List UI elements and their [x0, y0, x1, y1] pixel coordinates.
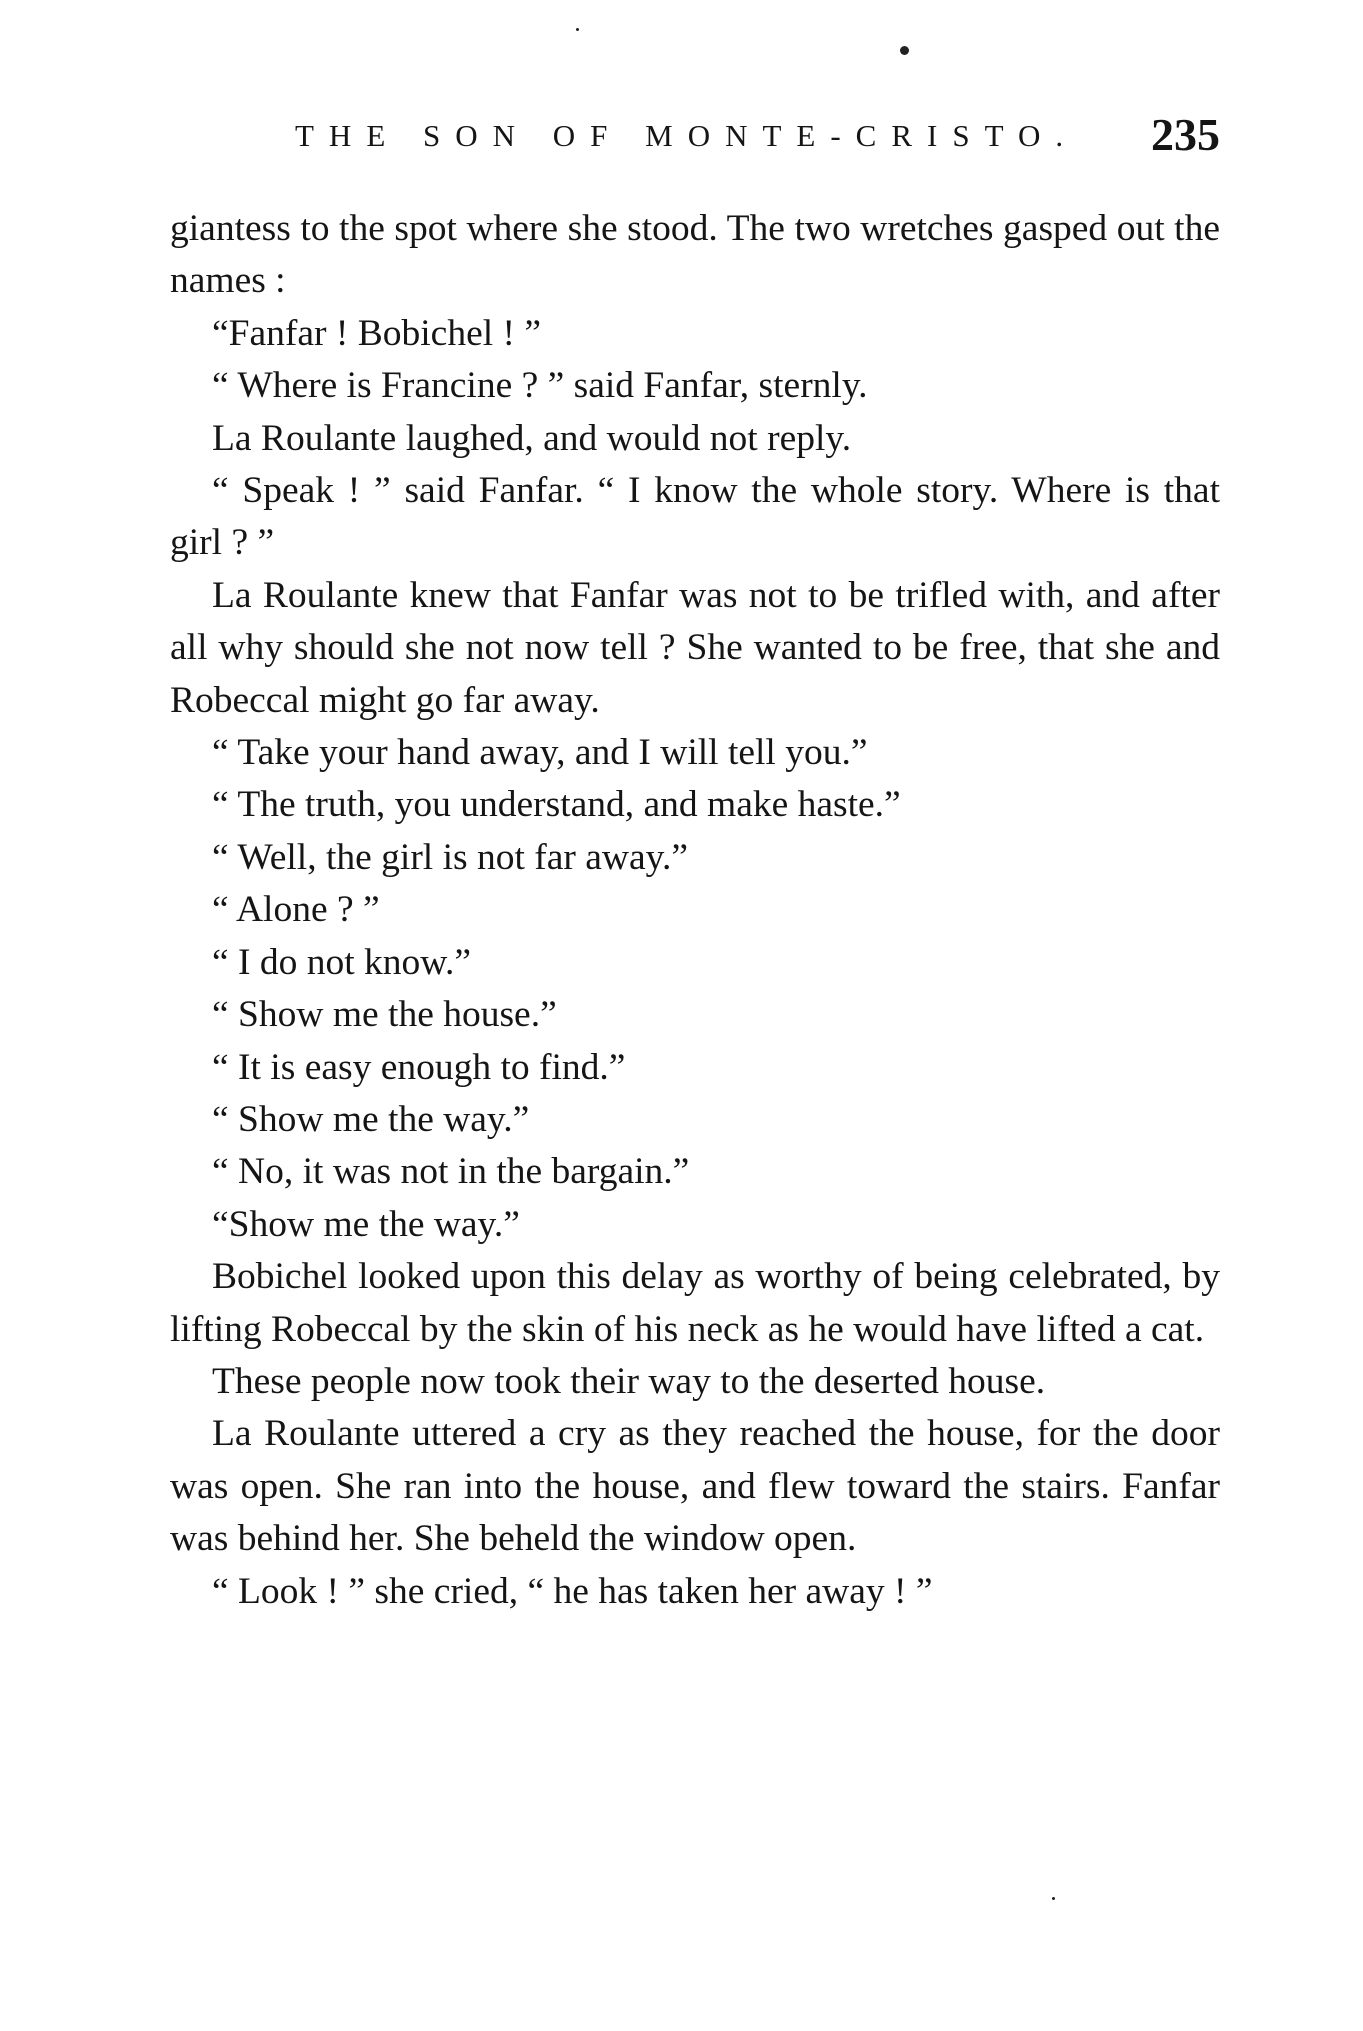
- paragraph: “Show me the way.”: [212, 1203, 520, 1245]
- paragraph: “ Well, the girl is not far away.”: [212, 836, 688, 878]
- paragraph: giantess to the spot where she stood. The two wretches gasped out the names :: [170, 208, 1220, 302]
- paragraph: La Roulante uttered a cry as they reached the house, for the door was open. She ran into the house, and flew toward the stairs. Fanfar was behind her. She beheld the window open.: [170, 1413, 1220, 1560]
- print-speck: [900, 46, 909, 55]
- paragraph: “ Speak ! ” said Fanfar. “ I know the whole story. Where is that girl ? ”: [170, 470, 1220, 564]
- paragraph: “Fanfar ! Bobichel ! ”: [212, 312, 542, 354]
- paragraph: “ It is easy enough to find.”: [212, 1046, 626, 1088]
- paragraph: “ Take your hand away, and I will tell you.”: [212, 732, 868, 774]
- paragraph: These people now took their way to the deserted house.: [212, 1360, 1046, 1402]
- print-speck: [1052, 1897, 1055, 1900]
- paragraph: “ I do not know.”: [212, 941, 471, 983]
- paragraph: La Roulante knew that Fanfar was not to be trifled with, and after all why should she not now tell ? She wanted to be free, that she and Robeccal might go far away.: [170, 574, 1220, 721]
- body-text: [170, 203, 1220, 1618]
- page-number: 235: [1151, 109, 1220, 160]
- paragraph: La Roulante laughed, and would not reply.: [212, 417, 852, 459]
- running-title: THE SON OF MONTE-CRISTO.: [295, 118, 1079, 153]
- paragraph: Bobichel looked upon this delay as worthy of being celebrated, by lifting Robeccal by the skin of his neck as he would have lifted a cat.: [170, 1256, 1220, 1350]
- paragraph: “ Show me the house.”: [212, 994, 557, 1036]
- paragraph: “ Show me the way.”: [212, 1098, 530, 1140]
- paragraph: “ Where is Francine ? ” said Fanfar, sternly.: [212, 365, 868, 407]
- paragraph: “ No, it was not in the bargain.”: [212, 1151, 690, 1193]
- page-header: [170, 108, 1220, 168]
- paragraph: “ Alone ? ”: [212, 889, 380, 931]
- paragraph: “ Look ! ” she cried, “ he has taken her away ! ”: [212, 1570, 933, 1612]
- paragraph: “ The truth, you understand, and make haste.”: [212, 784, 901, 826]
- print-speck: [576, 28, 579, 31]
